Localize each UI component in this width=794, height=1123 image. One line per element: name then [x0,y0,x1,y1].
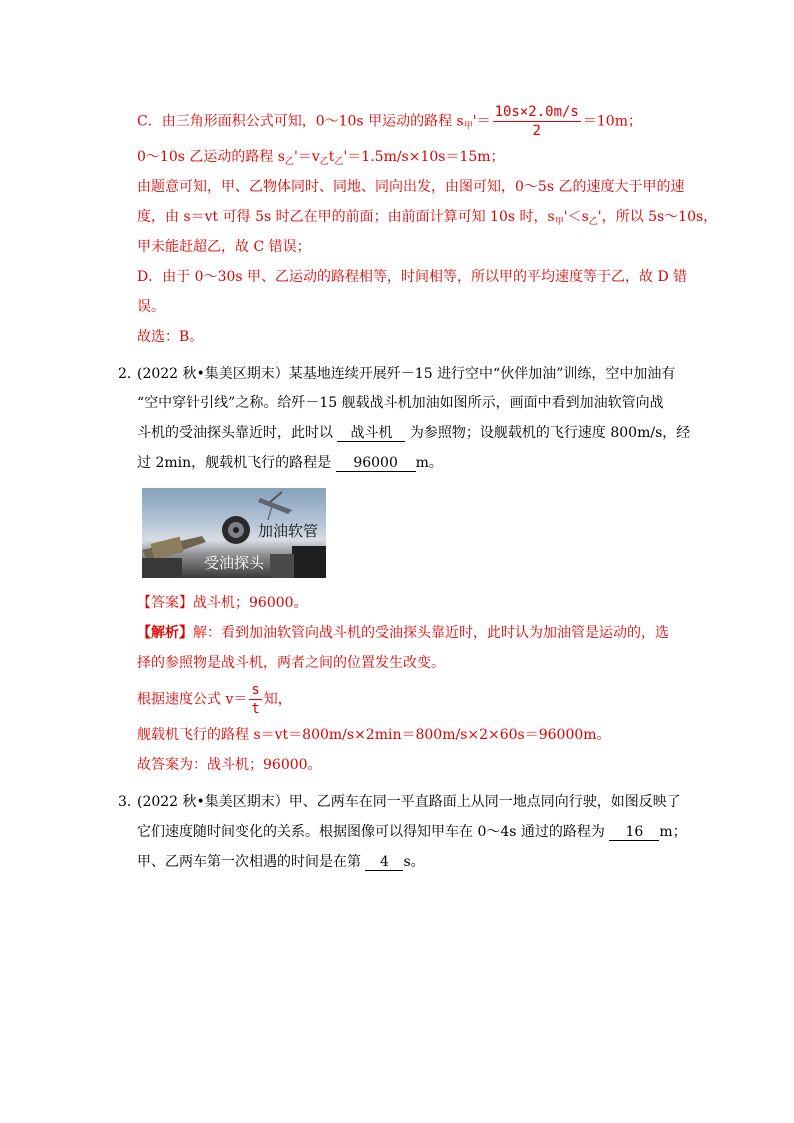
text: m。 [415,455,443,471]
option-c-line4 [137,207,717,232]
cockpit-frame-shape [292,546,326,578]
subscript: 乙 [334,157,344,167]
q2-number: 2． [118,366,141,382]
text: '＝ [472,113,491,130]
q2-line4 [137,453,443,473]
q2-analysis-line2: 择的参照物是战斗机，两者之间的位置发生改变。 [137,655,445,671]
q3-line3 [137,852,425,872]
q3-line1: (2022 秋•集美区期末）甲、乙两车在同一平直路面上从同一地点同向行驶，如图反映了 [137,794,681,810]
text: '＜s [563,209,589,225]
image-label-probe: 受油探头 [204,554,265,572]
subscript: 乙 [285,157,295,167]
option-c-line3: 由题意可知，甲、乙物体同时、同地、同向出发，由图可知，0～5s 乙的速度大于甲的速 [137,179,685,195]
refueling-photo [142,488,326,578]
text: 它们速度随时间变化的关系。根据图像可以得知甲车在 0～4s 通过的路程为 [137,824,605,840]
subscript: 乙 [588,217,598,227]
q2-answer: 【答案】战斗机；96000。 [137,595,308,611]
text: 知， [263,691,292,708]
text: 0～10s 乙运动的路程 s [137,149,285,165]
option-c-line1 [137,103,642,140]
q2-line1: (2022 秋•集美区期末）某基地连续开展歼－15 进行空中“伙伴加油”训练，空中加油有 [137,366,676,382]
text: 甲、乙两车第一次相遇的时间是在第 [137,854,361,870]
drogue-center-shape [233,527,239,533]
option-d-line2: 误。 [137,299,165,315]
text: 为参照物；设舰载机的飞行速度 800m/s，经 [409,425,691,441]
text: ＝10m； [582,113,642,130]
q3-number: 3． [118,794,141,810]
text: 斗机的受油探头靠近时，此时以 [137,425,333,441]
subscript: 甲 [463,121,473,132]
text: '，所以 5s～10s， [597,209,718,225]
text: t [328,149,335,165]
text: '＝1.5m/s×10s＝15m； [343,149,505,165]
q2-calc-line: 舰载机飞行的路程 s＝vt＝800m/s×2min＝800m/s×2×60s＝96000m。 [137,727,611,743]
tanker-wing-shape [270,492,282,502]
option-c-line5: 甲未能赶超乙，故 C 错误； [137,239,311,255]
subscript: 乙 [319,157,329,167]
text: '＝v [294,149,320,165]
text: s。 [403,854,425,870]
q2-line2: “空中穿针引线”之称。给歼－15 舰载战斗机加油如图所示，画面中看到加油软管向战 [137,395,664,411]
fraction [249,681,261,718]
text: 过 2min，舰载机飞行的路程是 [137,455,332,471]
text: 度，由 s＝vt 可得 5s 时乙在甲的前面；由前面计算可知 10s 时，s [137,209,555,225]
text: 解：看到加油软管向战斗机的受油探头靠近时，此时认为加油管是运动的，选 [193,625,669,641]
probe-body-shape [151,537,184,560]
q2-blank-2: 96000 [336,455,416,472]
fraction [493,103,581,140]
image-label-hose: 加油软管 [258,522,319,540]
q2-line3 [137,423,690,443]
q2-conclusion: 故答案为：战斗机；96000。 [137,757,322,773]
q2-analysis-line1 [137,623,669,643]
q2-blank-1: 战斗机 [337,425,405,442]
fraction-numerator: s [251,682,260,698]
tanker-aircraft-shape [258,498,292,514]
fraction-denominator: t [251,701,260,717]
text: C．由三角形面积公式可知，0～10s 甲运动的路程 s [137,113,464,130]
choice-answer: 故选：B。 [137,329,204,345]
fraction-numerator: 10s×2.0m/s [494,104,579,120]
aircraft-nose-shape [142,558,182,578]
option-c-line2 [137,147,505,172]
text: 根据速度公式 v＝ [137,691,248,708]
q3-blank-1: 16 [609,824,659,841]
refueling-hose-line [268,506,272,520]
text: m； [659,824,687,840]
subscript: 甲 [554,217,564,227]
option-d-line1: D．由于 0～30s 甲、乙运动的路程相等，时间相等，所以甲的平均速度等于乙，故 D 错 [137,269,688,285]
q3-line2 [137,822,687,842]
fraction-denominator: 2 [532,123,541,139]
q3-blank-2: 4 [365,854,403,871]
q2-formula-line [137,681,292,718]
analysis-tag: 【解析】 [137,625,193,641]
cockpit-panel-shape [270,554,294,578]
